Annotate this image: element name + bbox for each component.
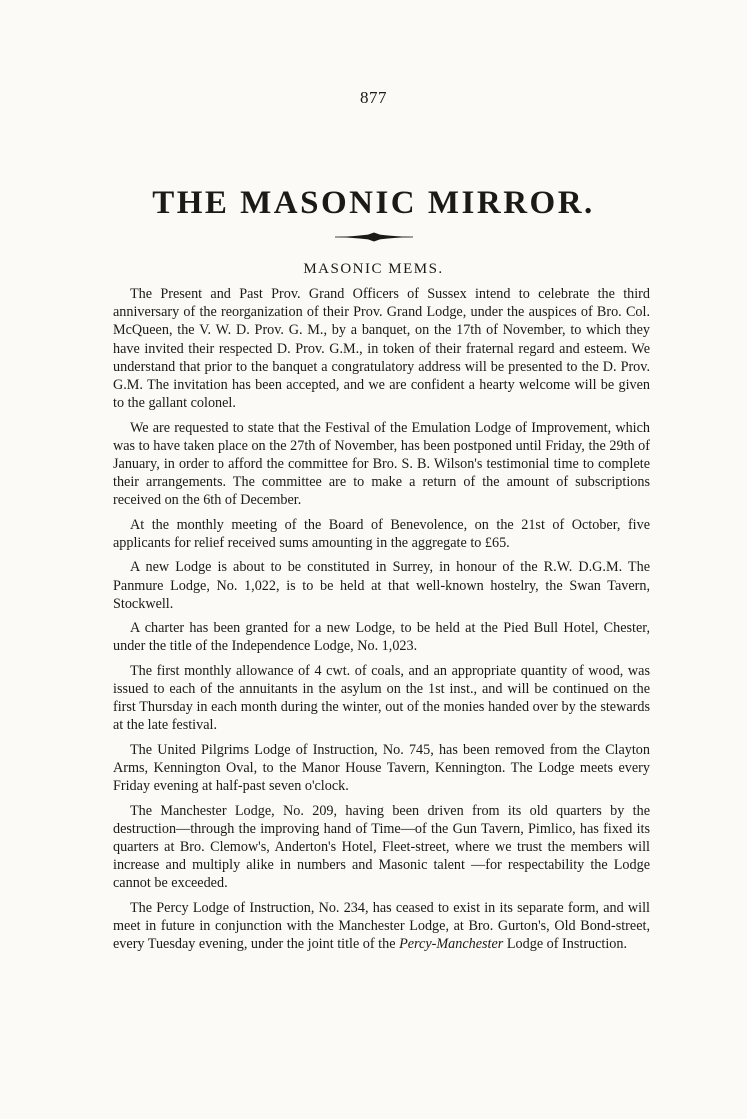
paragraph-text: The Percy Lodge of Instruction, No. 234, has ceased to exist in its separate form, and will meet in future in conjunction with the Manchester Lodge, at Bro. Gurton's, Old Bond-street, every Tuesday evening, under the joint title of the <box>113 899 650 953</box>
ornament-rule-icon <box>334 230 414 244</box>
lodge-name-italic: Percy-Manchester <box>399 936 504 953</box>
paragraph: The Present and Past Prov. Grand Officers of Sussex intend to celebrate the third anniversary of the reorganization of their Prov. Grand Lodge, under the auspices of Bro. Col. McQueen, the V. W. D. Prov. G. M., by a banquet, on the 17th of November, to which they have invited their respected D. Prov. G.M., in token of their fraternal regard and esteem. We understand that prior to the banquet a congratulatory address will be presented to the D. Prov. G.M. The invitation has been accepted, and we are confident a hearty welcome will be given to the gallant colonel. <box>113 286 650 412</box>
paragraph: The Manchester Lodge, No. 209, having been driven from its old quarters by the destruction—through the improving hand of Time—of the Gun Tavern, Pimlico, has fixed its quarters at Bro. Clemow's, Anderton's Hotel, Fleet-street, where we trust the members will increase and multiply alike in numbers and Masonic talent —for respectability the Lodge cannot be exceeded. <box>113 802 650 892</box>
paragraph: A new Lodge is about to be constituted in Surrey, in honour of the R.W. D.G.M. The Panmure Lodge, No. 1,022, is to be held at that well-known hostelry, the Swan Tavern, Stockwell. <box>113 559 650 612</box>
paragraph: We are requested to state that the Festival of the Emulation Lodge of Improvement, which was to have taken place on the 27th of November, has been postponed until Friday, the 29th of January, in order to afford the committee for Bro. S. B. Wilson's testimonial time to complete their arrangements. The committee are to make a return of the amount of subscriptions received on the 6th of December. <box>113 419 650 509</box>
paragraph: The first monthly allowance of 4 cwt. of coals, and an appropriate quantity of wood, was issued to each of the annuitants in the asylum on the 1st inst., and will be continued on the first Thursday in each month during the winter, out of the monies handed over by the stewards at the late festival. <box>113 662 650 734</box>
paragraph: The United Pilgrims Lodge of Instruction, No. 745, has been removed from the Clayton Arms, Kennington Oval, to the Manor House Tavern, Kennington. The Lodge meets every Friday evening at half-past seven o'clock. <box>113 741 650 795</box>
page-number: 877 <box>360 88 387 107</box>
paragraph: A charter has been granted for a new Lodge, to be held at the Pied Bull Hotel, Chester, under the title of the Independence Lodge, No. 1,023. <box>113 620 650 655</box>
article-body <box>113 285 650 960</box>
masthead-title: THE MASONIC MIRROR. <box>152 185 595 221</box>
section-title: MASONIC MEMS. <box>303 261 444 277</box>
paragraph: At the monthly meeting of the Board of Benevolence, on the 21st of October, five applicants for relief received sums amounting in the aggregate to £65. <box>113 516 650 552</box>
paragraph-text: Lodge of Instruction. <box>503 936 628 953</box>
decorative-rule-icon <box>0 230 747 244</box>
paragraph <box>113 899 650 954</box>
